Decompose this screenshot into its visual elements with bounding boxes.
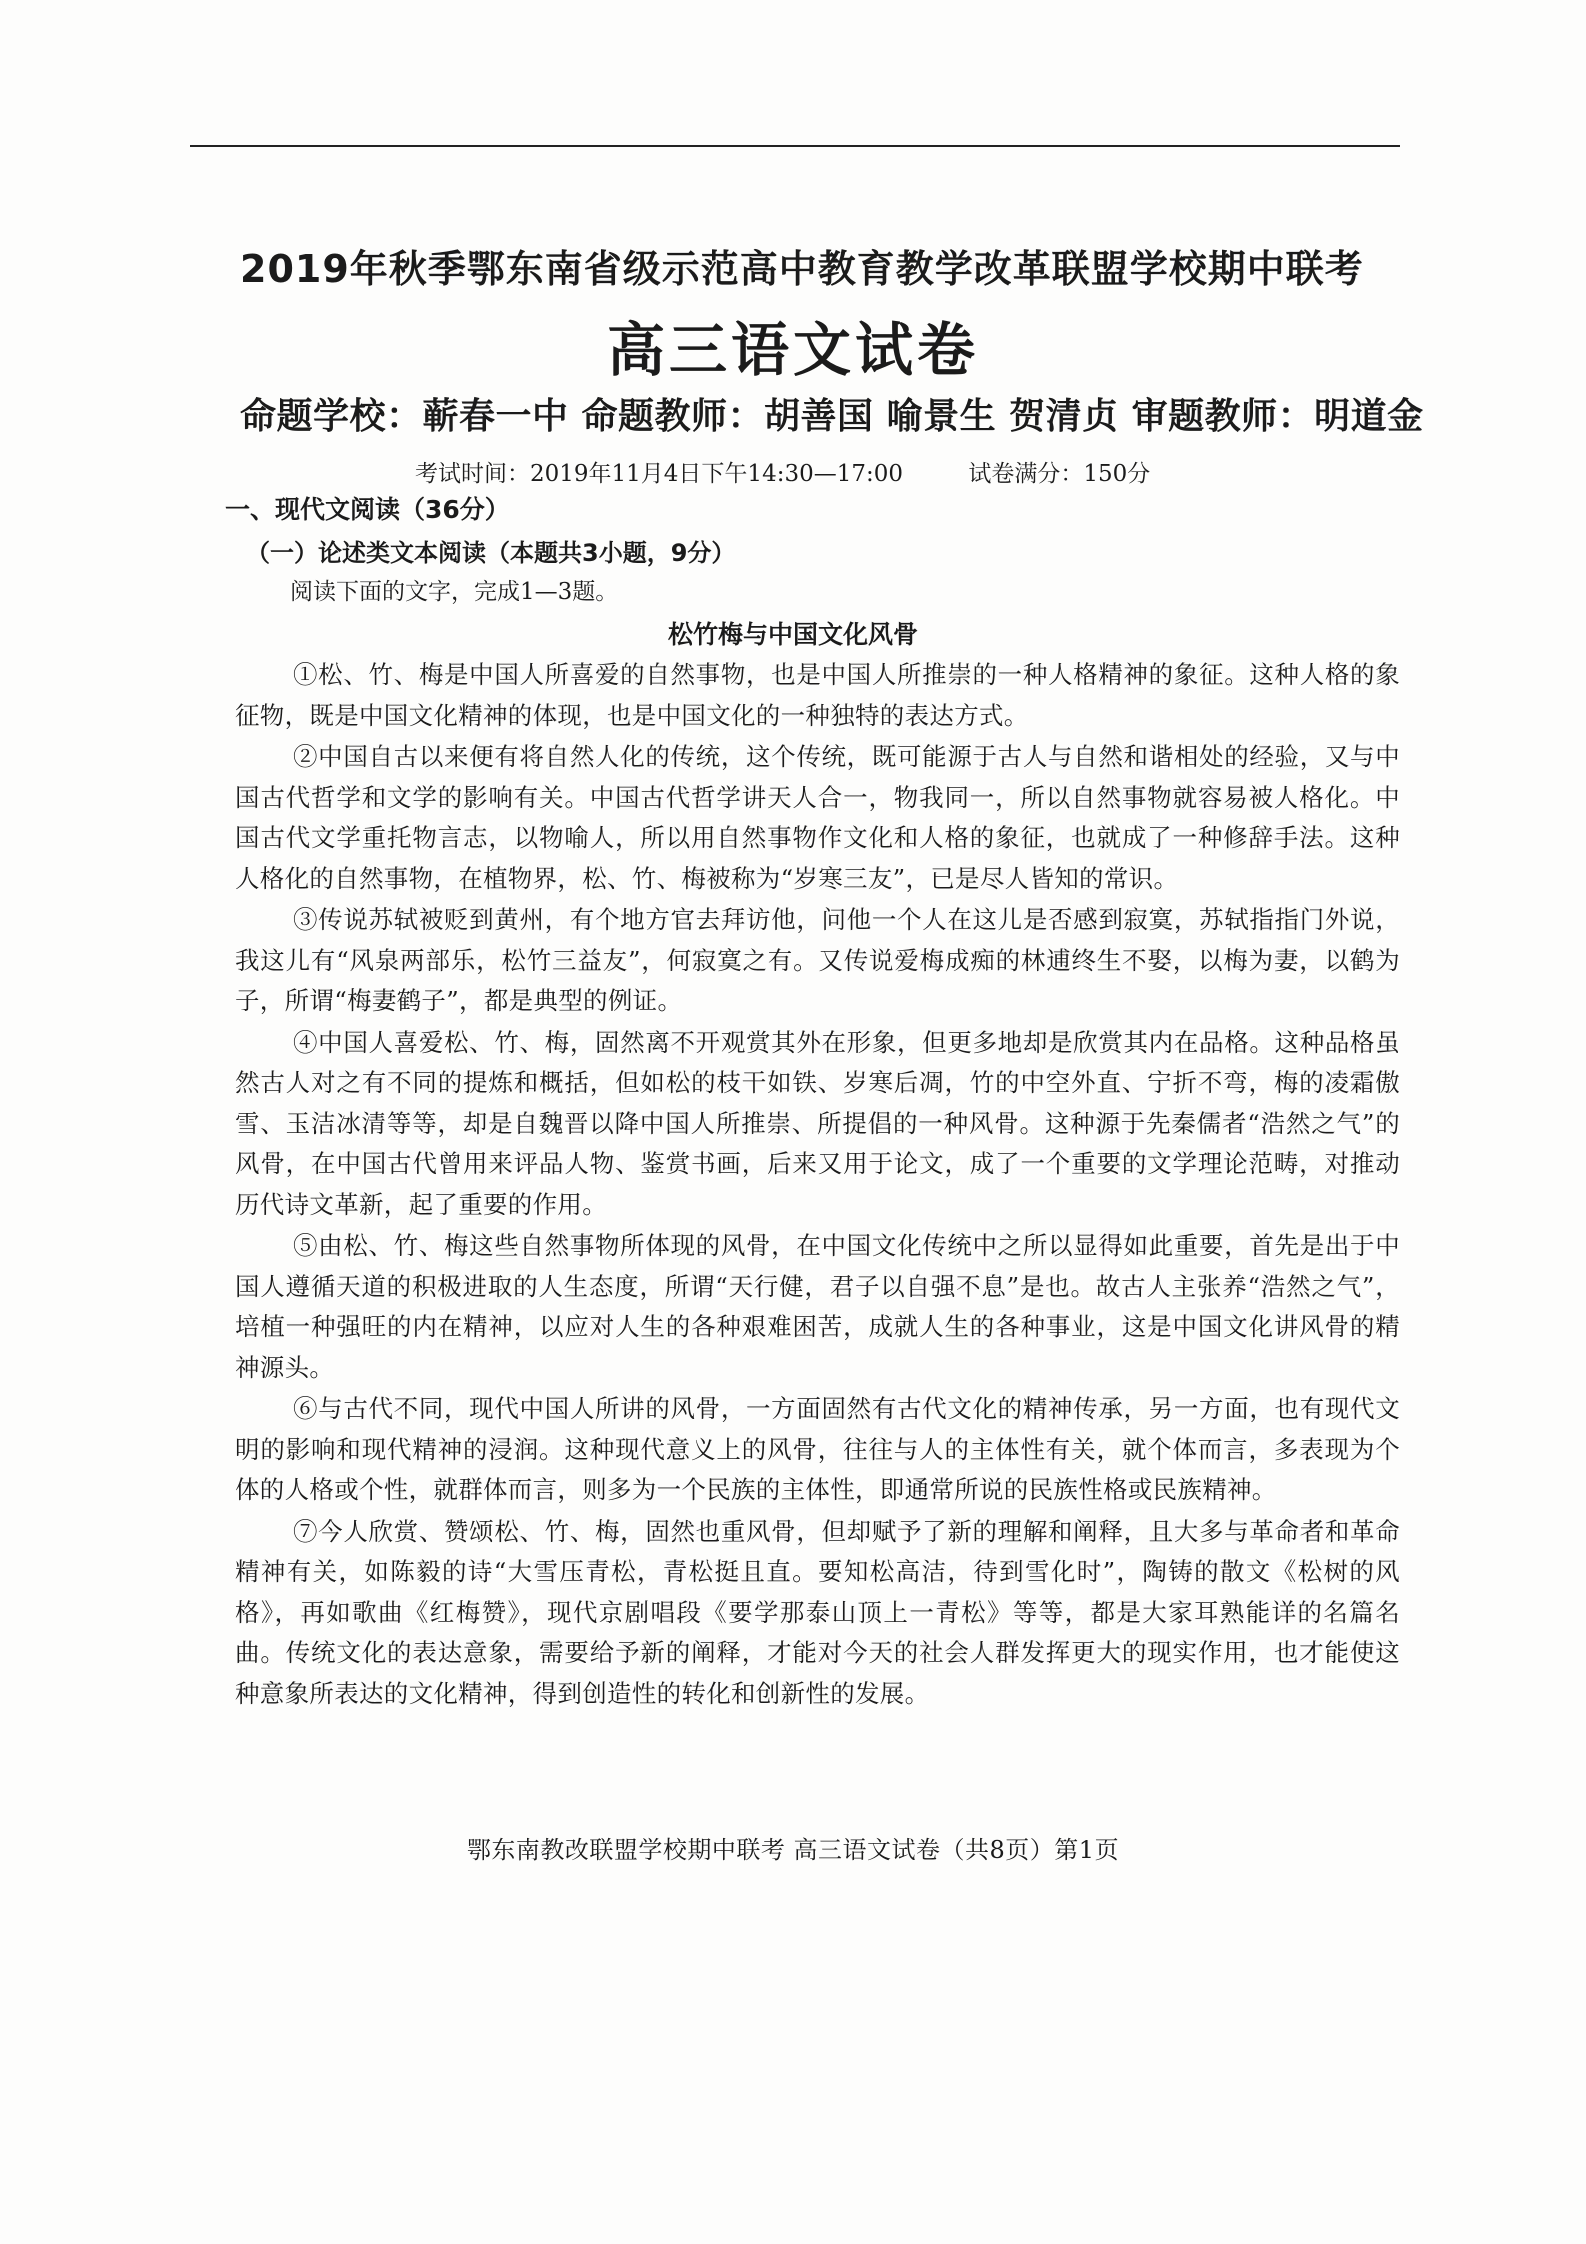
paragraph: ②中国自古以来便有将自然人化的传统，这个传统，既可能源于古人与自然和谐相处的经验，又与中国古代哲学和文学的影响有关。中国古代哲学讲天人合一，物我同一，所以自然事物就容易被人格化。中国古代文学重托物言志，以物喻人，所以用自然事物作文化和人格的象征，也就成了一种修辞手法。这种人格化的自然事物，在植物界，松、竹、梅被称为“岁寒三友”，已是尽人皆知的常识。 xyxy=(235,742,1400,893)
passage-title: 松竹梅与中国文化风骨 xyxy=(667,620,918,649)
full-score: 试卷满分：150分 xyxy=(968,461,1151,487)
authors-line: 命题学校：蕲春一中 命题教师：胡善国 喻景生 贺清贞 审题教师：明道金 xyxy=(240,396,1424,437)
exam-time: 考试时间：2019年11月4日下午14:30—17:00 xyxy=(415,461,903,487)
paragraph: ⑥与古代不同，现代中国人所讲的风骨，一方面固然有古代文化的精神传承，另一方面，也有现代文明的影响和现代精神的浸润。这种现代意义上的风骨，往往与人的主体性有关，就个体而言，多表现为个体的人格或个性，就群体而言，则多为一个民族的主体性，即通常所说的民族性格或民族精神。 xyxy=(235,1394,1400,1504)
subsection-heading: （一）论述类文本阅读（本题共3小题，9分） xyxy=(246,539,736,567)
paragraph: ④中国人喜爱松、竹、梅，固然离不开观赏其外在形象，但更多地却是欣赏其内在品格。这种品格虽然古人对之有不同的提炼和概括，但如松的枝干如铁、岁寒后凋，竹的中空外直、宁折不弯，梅的凌霜傲雪、玉洁冰清等等，却是自魏晋以降中国人所推崇、所提倡的一种风骨。这种源于先秦儒者“浩然之气”的风骨，在中国古代曾用来评品人物、鉴赏书画，后来又用于论文，成了一个重要的文学理论范畴，对推动历代诗文革新，起了重要的作用。 xyxy=(235,1027,1400,1219)
paragraph: ③传说苏轼被贬到黄州，有个地方官去拜访他，问他一个人在这儿是否感到寂寞，苏轼指指门外说，我这儿有“风泉两部乐，松竹三益友”，何寂寞之有。又传说爱梅成痴的林逋终生不娶，以梅为妻，以鹤为子，所谓“梅妻鹤子”，都是典型的例证。 xyxy=(235,905,1400,1015)
exam-union-title: 2019年秋季鄂东南省级示范高中教育教学改革联盟学校期中联考 xyxy=(240,247,1364,291)
paper-title: 高三语文试卷 xyxy=(606,316,979,384)
exam-info xyxy=(415,455,1415,488)
header-rule xyxy=(190,145,1400,147)
paragraph: ⑦今人欣赏、赞颂松、竹、梅，固然也重风骨，但却赋予了新的理解和阐释，且大多与革命者和革命精神有关，如陈毅的诗“大雪压青松，青松挺且直。要知松高洁，待到雪化时”，陶铸的散文《松树的风格》，再如歌曲《红梅赞》，现代京剧唱段《要学那泰山顶上一青松》等等，都是大家耳熟能详的名篇名曲。传统文化的表达意象，需要给予新的阐释，才能对今天的社会人群发挥更大的现实作用，也才能使这种意象所表达的文化精神，得到创造性的转化和创新性的发展。 xyxy=(235,1516,1400,1708)
passage-body xyxy=(235,655,1400,1715)
paragraph: ①松、竹、梅是中国人所喜爱的自然事物，也是中国人所推崇的一种人格精神的象征。这种人格的象征物，既是中国文化精神的体现，也是中国文化的一种独特的表达方式。 xyxy=(235,660,1400,730)
paragraph: ⑤由松、竹、梅这些自然事物所体现的风骨，在中国文化传统中之所以显得如此重要，首先是出于中国人遵循天道的积极进取的人生态度，所谓“天行健，君子以自强不息”是也。故古人主张养“浩然之气”，培植一种强旺的内在精神，以应对人生的各种艰难困苦，成就人生的各种事业，这是中国文化讲风骨的精神源头。 xyxy=(235,1231,1400,1382)
section-heading: 一、现代文阅读（36分） xyxy=(225,495,510,524)
page-footer: 鄂东南教改联盟学校期中联考 高三语文试卷（共8页）第1页 xyxy=(466,1836,1120,1864)
reading-instruction: 阅读下面的文字，完成1—3题。 xyxy=(290,579,619,605)
